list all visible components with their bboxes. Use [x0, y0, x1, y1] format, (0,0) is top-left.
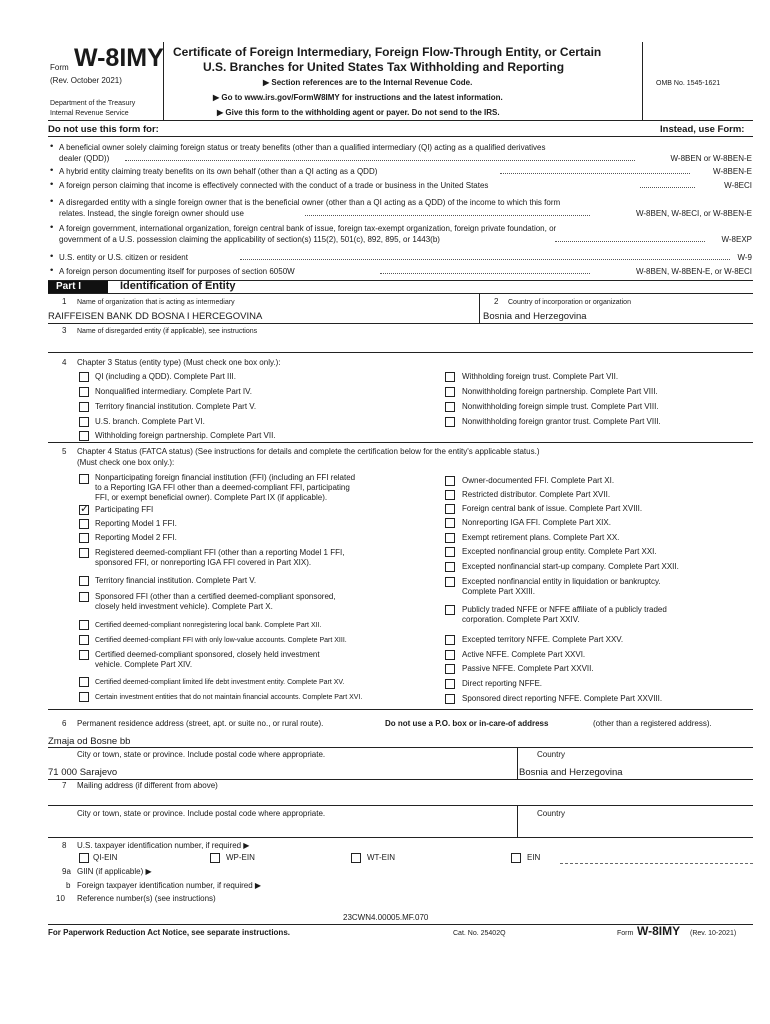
chapter4-option-label: Registered deemed-compliant FFI (other than a reporting Model 1 FFI, — [95, 548, 345, 557]
chapter3-checkbox[interactable] — [79, 372, 89, 382]
line4-number: 4 — [62, 358, 67, 367]
chapter3-checkbox[interactable] — [79, 402, 89, 412]
permanent-address-field[interactable]: Zmaja od Bosne bb — [48, 736, 131, 747]
chapter4-checkbox[interactable] — [445, 533, 455, 543]
chapter4-checkbox[interactable] — [445, 518, 455, 528]
line1-label: Name of organization that is acting as intermediary — [77, 299, 235, 306]
list-bullet: • — [50, 196, 54, 207]
chapter4-checkbox[interactable] — [445, 650, 455, 660]
chapter4-checkbox[interactable] — [79, 576, 89, 586]
line6-number: 6 — [62, 719, 67, 728]
instead-use-heading: Instead, use Form: — [660, 124, 745, 135]
line10-number: 10 — [56, 894, 65, 903]
chapter4-option-label: Participating FFI — [95, 505, 154, 514]
list-item-text: government of a U.S. possession claiming the applicability of section(s) 115(2), 501(c), 892, 895, or 1443(b) — [59, 235, 440, 244]
chapter4-checkbox[interactable] — [79, 620, 89, 630]
chapter3-option-label: Nonwithholding foreign partnership. Complete Part VIII. — [462, 387, 658, 396]
chapter4-option-label: Certain investment entities that do not maintain financial accounts. Complete Part XVI. — [95, 694, 363, 701]
chapter4-option-label: Sponsored FFI (other than a certified deemed-compliant sponsored, — [95, 592, 336, 601]
chapter4-checkbox[interactable] — [79, 692, 89, 702]
chapter3-checkbox[interactable] — [445, 387, 455, 397]
chapter3-checkbox[interactable] — [79, 387, 89, 397]
chapter4-option-label: Excepted nonfinancial group entity. Complete Part XXI. — [462, 547, 657, 556]
chapter4-option-label: Publicly traded NFFE or NFFE affiliate of a publicly traded — [462, 605, 667, 614]
list-item-text: U.S. entity or U.S. citizen or resident — [59, 253, 188, 262]
chapter3-option-label: Nonwithholding foreign grantor trust. Complete Part VIII. — [462, 417, 661, 426]
chapter4-option-label: Passive NFFE. Complete Part XXVII. — [462, 664, 594, 673]
chapter4-option-label: Sponsored direct reporting NFFE. Complete Part XXVIII. — [462, 694, 663, 703]
chapter4-option-label: to a Reporting IGA FFI other than a deemed-compliant FFI, participating — [95, 483, 350, 492]
wp-ein-label: WP-EIN — [226, 853, 255, 862]
list-item-text: A foreign government, international organization, foreign central bank of issue, foreign tax-exempt organization, foreign private foundation, or — [59, 224, 557, 233]
list-item-text: A foreign person documenting itself for purposes of section 6050W — [59, 267, 295, 276]
chapter4-option-label: Certified deemed-compliant limited life debt investment entity. Complete Part XV. — [95, 679, 345, 686]
chapter4-option-label: Exempt retirement plans. Complete Part XX. — [462, 533, 620, 542]
list-item-text: A foreign person claiming that income is effectively connected with the conduct of a trade or business in the United States — [59, 181, 489, 190]
chapter4-option-label: Nonparticipating foreign financial institution (FFI) (including an FFI related — [95, 473, 356, 482]
chapter4-checkbox[interactable] — [445, 694, 455, 704]
qi-ein-label: QI-EIN — [93, 853, 118, 862]
chapter4-option-label: Excepted nonfinancial entity in liquidation or bankruptcy. — [462, 577, 661, 586]
line4-label: Chapter 3 Status (entity type) (Must check one box only.): — [77, 358, 281, 367]
form-number: W-8IMY — [74, 44, 164, 72]
giin-field[interactable] — [190, 864, 753, 877]
form-word: Form — [50, 63, 69, 72]
qi-ein-checkbox[interactable] — [79, 853, 89, 863]
chapter4-checkbox[interactable] — [445, 476, 455, 486]
footer-revision: (Rev. 10-2021) — [690, 930, 737, 937]
chapter4-option-label: Reporting Model 1 FFI. — [95, 519, 177, 528]
list-bullet: • — [50, 265, 54, 276]
list-bullet: • — [50, 251, 54, 262]
chapter4-checkbox[interactable] — [445, 504, 455, 514]
list-bullet: • — [50, 165, 54, 176]
list-bullet: • — [50, 222, 54, 233]
chapter4-option-label: Foreign central bank of issue. Complete Part XVIII. — [462, 504, 643, 513]
chapter4-checkbox[interactable] — [445, 577, 455, 587]
chapter4-checkbox[interactable] — [445, 664, 455, 674]
chapter3-option-label: U.S. branch. Complete Part VI. — [95, 417, 205, 426]
mailing-country-field[interactable] — [519, 820, 753, 836]
wp-ein-checkbox[interactable] — [210, 853, 220, 863]
part1-title: Identification of Entity — [120, 280, 236, 292]
chapter4-option-label: Excepted territory NFFE. Complete Part XXV. — [462, 635, 624, 644]
chapter4-checkbox[interactable] — [79, 592, 89, 602]
list-item-form: W-8ECI — [724, 181, 752, 190]
city-label: City or town, state or province. Include postal code where appropriate. — [77, 750, 326, 759]
country-of-incorporation-field[interactable]: Bosnia and Herzegovina — [483, 311, 587, 322]
line2-label: Country of incorporation or organization — [508, 299, 631, 306]
chapter4-checkbox[interactable] — [79, 635, 89, 645]
chapter3-option-label: QI (including a QDD). Complete Part III. — [95, 372, 236, 381]
form-revision: (Rev. October 2021) — [50, 76, 122, 85]
chapter4-checkbox[interactable] — [445, 562, 455, 572]
catalog-number: Cat. No. 25402Q — [453, 930, 506, 937]
chapter4-option-label: Certified deemed-compliant sponsored, closely held investment — [95, 650, 320, 659]
chapter3-checkbox[interactable] — [79, 417, 89, 427]
list-item-text: A hybrid entity claiming treaty benefits on its own behalf (other than a QI acting as a QDD) — [59, 167, 378, 176]
list-bullet: • — [50, 141, 54, 152]
disregarded-entity-field[interactable] — [48, 336, 753, 352]
chapter4-checkbox[interactable] — [79, 650, 89, 660]
mailing-country-label: Country — [537, 809, 566, 818]
list-bullet: • — [50, 179, 54, 190]
list-item-form: W-8EXP — [721, 235, 752, 244]
reference-number-field[interactable] — [260, 892, 753, 905]
list-item-text: relates. Instead, the single foreign owner should use — [59, 209, 245, 218]
chapter4-option-label: Certified deemed-compliant nonregistering local bank. Complete Part XII. — [95, 622, 322, 629]
chapter3-checkbox[interactable] — [79, 431, 89, 441]
list-item-text: A disregarded entity with a single foreign owner that is the beneficial owner (other than a QI acting as a QDD) of the income to which this form — [59, 198, 561, 207]
chapter4-checkbox[interactable] — [445, 490, 455, 500]
chapter4-checkbox[interactable] — [79, 474, 89, 484]
chapter4-checkbox[interactable] — [445, 547, 455, 557]
wt-ein-checkbox[interactable] — [351, 853, 361, 863]
chapter4-option-label: Restricted distributor. Complete Part XVII. — [462, 490, 611, 499]
list-item-form: W-8BEN, W-8BEN-E, or W-8ECI — [635, 267, 752, 276]
form-title-line2: U.S. Branches for United States Tax Withholding and Reporting — [203, 60, 565, 74]
mailing-city-field[interactable] — [48, 820, 516, 836]
chapter4-option-label: Active NFFE. Complete Part XXVI. — [462, 650, 586, 659]
chapter4-option-label: corporation. Complete Part XXIV. — [462, 615, 580, 624]
header-subline2: ▶ Go to www.irs.gov/FormW8IMY for instructions and the latest information. — [213, 93, 503, 102]
line8-number: 8 — [62, 841, 67, 850]
line9b-number: b — [66, 881, 71, 890]
line6-label: Permanent residence address (street, apt. or suite no., or rural route). — [77, 719, 324, 728]
chapter4-option-label: FFI, or exempt beneficial owner). Complete Part IX (if applicable). — [95, 493, 328, 502]
chapter3-option-label: Withholding foreign partnership. Complete Part VII. — [95, 431, 276, 440]
mailing-address-field[interactable] — [48, 791, 753, 805]
chapter4-checkbox[interactable] — [79, 548, 89, 558]
line3-number: 3 — [62, 326, 67, 335]
part1-tag-text: Part I — [56, 281, 82, 292]
wt-ein-label: WT-EIN — [367, 853, 395, 862]
organization-name-field[interactable]: RAIFFEISEN BANK DD BOSNA I HERCEGOVINA — [48, 311, 263, 322]
line6-label-tail: (other than a registered address). — [593, 719, 712, 728]
line2-number: 2 — [494, 297, 499, 306]
mailing-city-label: City or town, state or province. Include postal code where appropriate. — [77, 809, 326, 818]
chapter4-checkbox[interactable] — [445, 605, 455, 615]
chapter4-checkbox[interactable] — [79, 519, 89, 529]
footer-form-word: Form — [617, 930, 634, 937]
chapter4-option-label: Territory financial institution. Complete Part V. — [95, 576, 257, 585]
line3-label: Name of disregarded entity (if applicable), see instructions — [77, 328, 258, 335]
line8-label: U.S. taxpayer identification number, if required ▶ — [77, 841, 250, 850]
chapter4-checkbox[interactable] — [79, 533, 89, 543]
city-field[interactable]: 71 000 Sarajevo — [48, 767, 118, 778]
omb-number: OMB No. 1545-1621 — [656, 80, 721, 87]
chapter4-option-label: closely held investment vehicle). Complete Part X. — [95, 602, 273, 611]
line7-label: Mailing address (if different from above) — [77, 781, 218, 790]
chapter4-checkbox[interactable] — [445, 679, 455, 689]
chapter3-option-label: Territory financial institution. Complete Part V. — [95, 402, 257, 411]
form-title-line1: Certificate of Foreign Intermediary, Foreign Flow-Through Entity, or Certain — [173, 45, 602, 59]
line5-number: 5 — [62, 447, 67, 456]
participating-ffi-checkbox[interactable] — [79, 505, 89, 515]
chapter4-option-label: Nonreporting IGA FFI. Complete Part XIX. — [462, 518, 611, 527]
form-code: 23CWN4.00005.MF.070 — [343, 913, 429, 922]
line9a-number: 9a — [62, 867, 71, 876]
chapter3-option-label: Nonqualified intermediary. Complete Part IV. — [95, 387, 252, 396]
list-item-form: W-8BEN-E — [713, 167, 752, 176]
chapter4-option-label: sponsored FFI, or nonreporting IGA FFI covered in Part XIX). — [95, 558, 312, 567]
list-item-form: W-9 — [737, 253, 752, 262]
country-label: Country — [537, 750, 566, 759]
chapter4-option-label: vehicle. Complete Part XIV. — [95, 660, 193, 669]
chapter4-option-label: Reporting Model 2 FFI. — [95, 533, 177, 542]
footer-form-number: W-8IMY — [637, 924, 681, 938]
department-line1: Department of the Treasury — [50, 100, 136, 107]
foreign-tin-field[interactable] — [330, 878, 753, 891]
chapter4-checkbox[interactable] — [445, 635, 455, 645]
ein-checkbox[interactable] — [511, 853, 521, 863]
chapter4-option-label: Certified deemed-compliant FFI with only low-value accounts. Complete Part XIII. — [95, 637, 347, 644]
line5-label-sub: (Must check one box only.): — [77, 458, 175, 467]
department-line2: Internal Revenue Service — [50, 110, 129, 117]
part1-tag — [48, 281, 108, 293]
line5-label: Chapter 4 Status (FATCA status) (See instructions for details and complete the certification below for the entity's applicable status.) — [77, 447, 540, 456]
header-subline1: ▶ Section references are to the Internal Revenue Code. — [263, 78, 473, 87]
chapter4-option-label: Excepted nonfinancial start-up company. Complete Part XXII. — [462, 562, 679, 571]
ein-label: EIN — [527, 853, 541, 862]
country-field[interactable]: Bosnia and Herzegovina — [519, 767, 623, 778]
chapter4-option-label: Complete Part XXIII. — [462, 587, 535, 596]
chapter3-option-label: Nonwithholding foreign simple trust. Complete Part VIII. — [462, 402, 659, 411]
line9b-label: Foreign taxpayer identification number, if required ▶ — [77, 881, 262, 890]
chapter3-checkbox[interactable] — [445, 402, 455, 412]
do-not-use-heading: Do not use this form for: — [48, 124, 159, 135]
line7-number: 7 — [62, 781, 67, 790]
chapter4-option-label: Owner-documented FFI. Complete Part XI. — [462, 476, 615, 485]
chapter3-checkbox[interactable] — [445, 372, 455, 382]
paperwork-notice: For Paperwork Reduction Act Notice, see separate instructions. — [48, 928, 290, 937]
list-item-form: W-8BEN, W-8ECI, or W-8BEN-E — [635, 209, 752, 218]
header-subline3: ▶ Give this form to the withholding agent or payer. Do not send to the IRS. — [217, 108, 500, 117]
list-item-text: dealer (QDD)) — [59, 154, 110, 163]
list-item-form: W-8BEN or W-8BEN-E — [670, 154, 752, 163]
chapter3-checkbox[interactable] — [445, 417, 455, 427]
line9a-label: GIIN (if applicable) ▶ — [77, 867, 152, 876]
chapter4-checkbox[interactable] — [79, 677, 89, 687]
line10-label: Reference number(s) (see instructions) — [77, 894, 216, 903]
list-item-text: A beneficial owner solely claiming foreign status or treaty benefits (other than a qualified intermediary (QI) acting as a qualified derivatives — [59, 143, 546, 152]
chapter4-option-label: Direct reporting NFFE. — [462, 679, 543, 688]
chapter3-option-label: Withholding foreign trust. Complete Part VII. — [462, 372, 619, 381]
us-tin-field[interactable] — [560, 850, 753, 864]
line6-label-bold: Do not use a P.O. box or in-care-of address — [385, 719, 549, 728]
line1-number: 1 — [62, 297, 67, 306]
